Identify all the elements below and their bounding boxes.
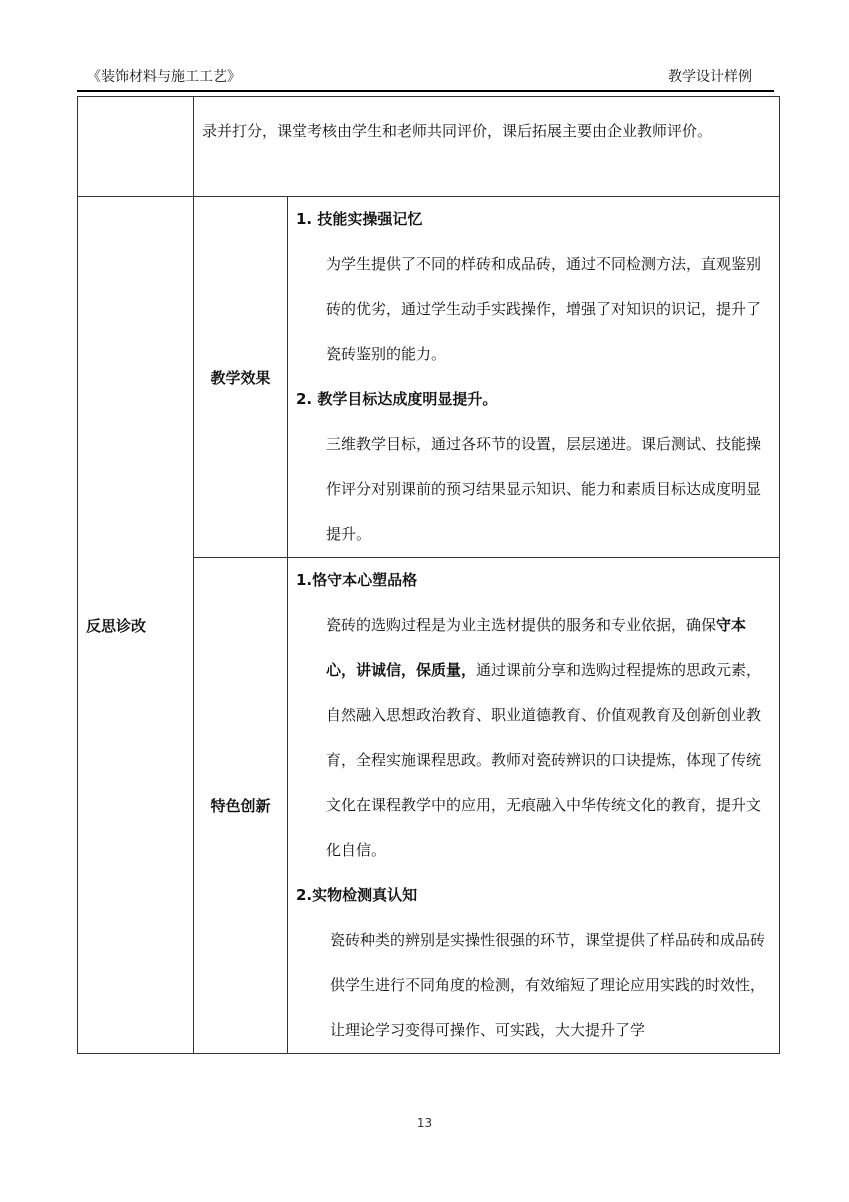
- effect-heading-2: 2. 教学目标达成度明显提升。: [296, 390, 498, 408]
- effect-paragraph-2: 三维教学目标，通过各环节的设置，层层递进。课后测试、技能操作评分对别课前的预习结果显示知识、能力和素质目标达成度明显提升。: [326, 435, 762, 543]
- paragraph-text: 瓷砖的选购过程是为业主选材提供的服务和专业依据，确保: [326, 616, 717, 634]
- innovation-paragraph-2: 瓷砖种类的辨别是实操性很强的环节，课堂提供了样品砖和成品砖供学生进行不同角度的检测，有效缩短了理论应用实践的时效性，让理论学习变得可操作、可实践，大大提升了学: [330, 931, 766, 1039]
- empty-cell: [78, 97, 194, 197]
- paragraph-text: 通过课前分享和选购过程提炼的思政元素，自然融入思想政治教育、职业道德教育、价值观教育及创新创业教育，全程实施课程思政。教师对瓷砖辨识的口诀提炼，体现了传统文化在课程教学中的应用，无痕融入中华传统文化的教育，提升文化自信。: [326, 661, 762, 859]
- document-title: 《装饰材料与施工工艺》: [87, 69, 241, 85]
- emphasis-text: 守本心，讲诚信，保质量，: [326, 616, 747, 679]
- innovation-label: 特色创新: [194, 558, 288, 1054]
- teaching-effect-label: 教学效果: [194, 197, 288, 558]
- continuation-cell: [194, 97, 780, 197]
- continuation-text: 录并打分，课堂考核由学生和老师共同评价，课后拓展主要由企业教师评价。: [202, 122, 713, 140]
- page-header: [77, 62, 774, 92]
- table-row: [78, 197, 780, 558]
- table-row: [78, 97, 780, 197]
- page-number: 13: [416, 1116, 433, 1130]
- teaching-effect-content: [288, 197, 780, 558]
- innovation-paragraph-1: [296, 603, 765, 873]
- section-label: 反思诊改: [78, 197, 194, 1054]
- innovation-content: [288, 558, 780, 1054]
- innovation-heading-2: 2.实物检测真认知: [296, 886, 418, 904]
- innovation-heading-1: 1.恪守本心塑品格: [296, 571, 418, 589]
- effect-heading-1: 1. 技能实操强记忆: [296, 210, 423, 228]
- lesson-design-table: [77, 96, 780, 1054]
- document-category: 教学设计样例: [668, 69, 752, 85]
- effect-paragraph-1: 为学生提供了不同的样砖和成品砖，通过不同检测方法，直观鉴别砖的优劣，通过学生动手实践操作，增强了对知识的识记，提升了瓷砖鉴别的能力。: [326, 255, 762, 363]
